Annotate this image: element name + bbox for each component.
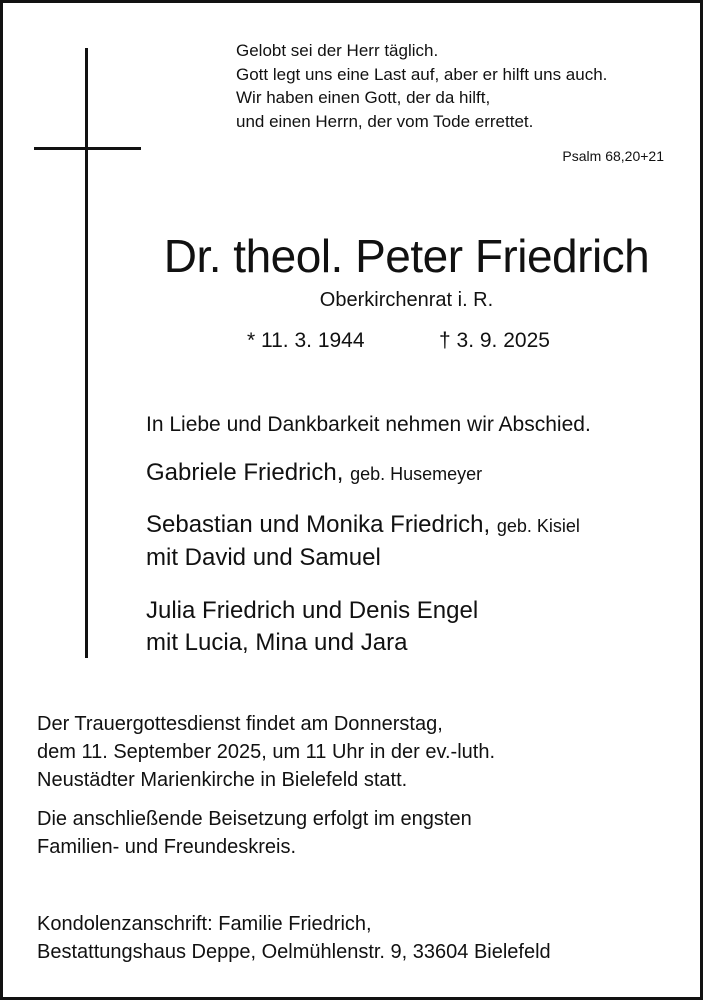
cross-icon-horizontal-bar xyxy=(34,147,141,150)
verse-reference: Psalm 68,20+21 xyxy=(562,148,664,164)
maiden-name: geb. Kisiel xyxy=(496,516,580,536)
service-line: Neustädter Marienkirche in Bielefeld statt. xyxy=(37,769,408,791)
maiden-name: geb. Husemeyer xyxy=(350,464,483,484)
service-line: dem 11. September 2025, um 11 Uhr in der ev.-luth. xyxy=(37,741,496,763)
condolence-address xyxy=(37,910,551,966)
death-date: † 3. 9. 2025 xyxy=(439,329,550,352)
cross-icon-vertical-bar xyxy=(85,48,88,658)
family-member xyxy=(146,457,482,490)
burial-info xyxy=(37,805,472,861)
family-children: mit David und Samuel xyxy=(146,544,381,571)
family-member xyxy=(146,595,478,659)
verse-line: Gelobt sei der Herr täglich. xyxy=(236,41,439,60)
family-member xyxy=(146,509,580,574)
birth-date: * 11. 3. 1944 xyxy=(247,329,365,352)
family-name: Sebastian und Monika Friedrich, xyxy=(146,511,491,538)
bible-verse xyxy=(236,39,607,133)
deceased-title: Oberkirchenrat i. R. xyxy=(319,289,494,311)
burial-line: Die anschließende Beisetzung erfolgt im engsten xyxy=(37,808,472,830)
verse-line: Wir haben einen Gott, der da hilft, xyxy=(236,88,491,107)
family-name: Julia Friedrich und Denis Engel xyxy=(146,597,479,624)
contact-line: Bestattungshaus Deppe, Oelmühlenstr. 9, 33604 Bielefeld xyxy=(37,941,551,963)
burial-line: Familien- und Freundeskreis. xyxy=(37,836,296,858)
family-name: Gabriele Friedrich, xyxy=(146,459,344,486)
deceased-name: Dr. theol. Peter Friedrich xyxy=(163,230,650,282)
service-line: Der Trauergottesdienst findet am Donnerstag, xyxy=(37,713,443,735)
contact-line: Kondolenzanschrift: Familie Friedrich, xyxy=(37,913,372,935)
verse-line: Gott legt uns eine Last auf, aber er hilft uns auch. xyxy=(236,64,608,84)
farewell-text: In Liebe und Dankbarkeit nehmen wir Abschied. xyxy=(146,413,591,436)
funeral-service-info xyxy=(37,710,495,794)
verse-line: und einen Herrn, der vom Tode errettet. xyxy=(236,111,534,131)
family-children: mit Lucia, Mina und Jara xyxy=(146,629,408,656)
